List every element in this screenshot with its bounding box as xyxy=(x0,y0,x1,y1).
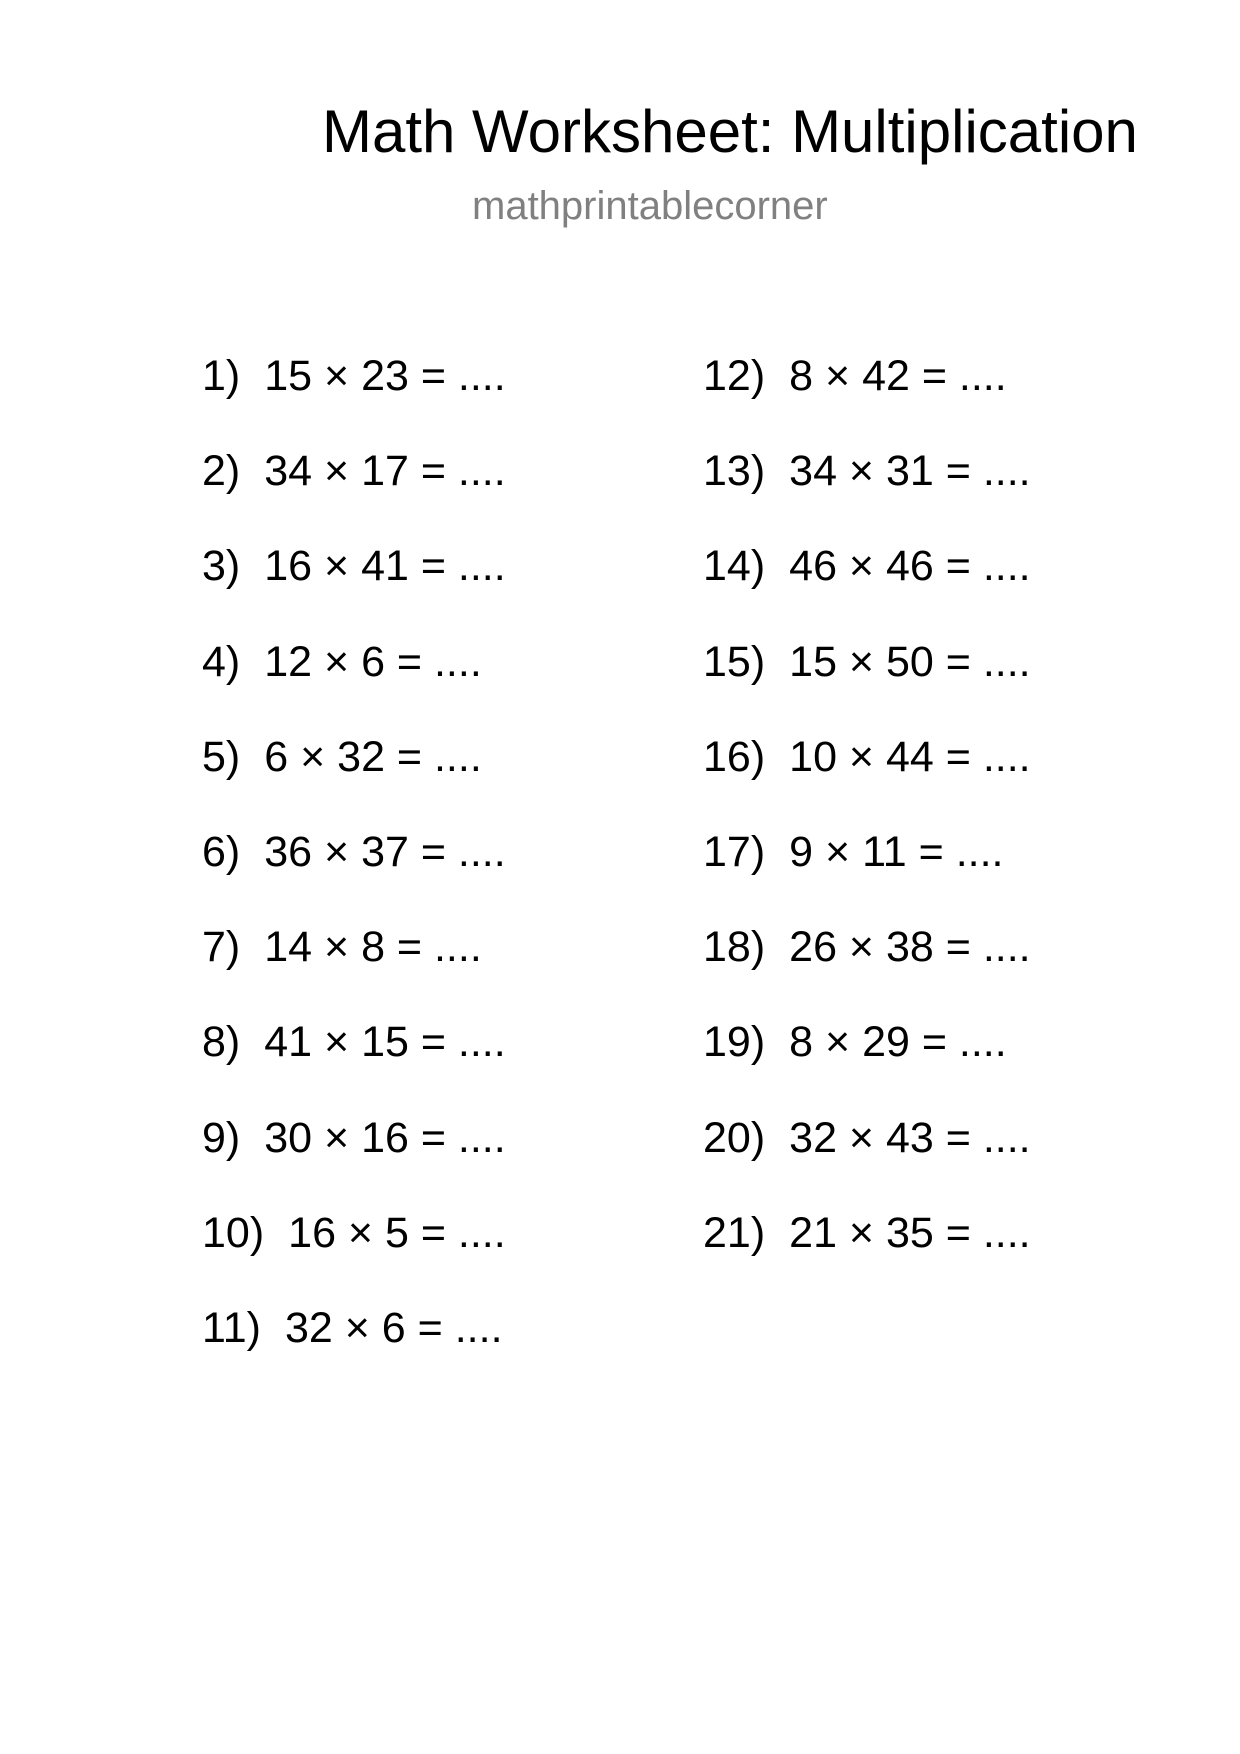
problem-item xyxy=(703,636,1031,731)
problem-number: 14) xyxy=(703,542,766,591)
problem-item xyxy=(202,445,506,540)
problem-number: 17) xyxy=(703,827,766,876)
problem-item xyxy=(202,921,506,1016)
problem-expression: 32 × 6 = .... xyxy=(284,1303,503,1352)
problem-expression: 6 × 32 = .... xyxy=(264,732,482,781)
problem-item xyxy=(703,731,1031,826)
problem-expression: 8 × 29 = .... xyxy=(789,1018,1007,1067)
problem-item xyxy=(202,826,506,921)
problem-item xyxy=(202,1016,506,1111)
problem-item xyxy=(703,921,1031,1016)
problem-number: 1) xyxy=(202,352,241,400)
problem-list-right xyxy=(703,350,1031,1302)
problem-number: 6) xyxy=(202,827,241,876)
problem-number: 10) xyxy=(202,1208,265,1257)
problem-expression: 15 × 50 = .... xyxy=(789,637,1031,686)
problem-expression: 41 × 15 = .... xyxy=(264,1018,506,1067)
problem-number: 4) xyxy=(202,637,241,686)
problem-item xyxy=(703,826,1031,921)
problem-number: 18) xyxy=(703,923,766,972)
problem-list-left xyxy=(202,350,506,1397)
page-subtitle: mathprintablecorner xyxy=(472,184,828,228)
problem-expression: 9 × 11 = .... xyxy=(789,827,1004,876)
problem-number: 8) xyxy=(202,1018,241,1067)
problem-item xyxy=(703,350,1031,445)
problem-expression: 30 × 16 = .... xyxy=(264,1113,506,1162)
problem-item xyxy=(703,445,1031,540)
problem-item xyxy=(703,540,1031,635)
problem-expression: 10 × 44 = .... xyxy=(789,732,1031,781)
problem-item xyxy=(202,540,506,635)
problem-number: 20) xyxy=(703,1113,766,1162)
problem-expression: 12 × 6 = .... xyxy=(264,637,482,686)
problem-number: 19) xyxy=(703,1018,766,1067)
problem-item xyxy=(202,1302,506,1397)
problem-number: 16) xyxy=(703,732,766,781)
problem-item xyxy=(202,1112,506,1207)
problem-expression: 8 × 42 = .... xyxy=(789,352,1007,400)
problem-expression: 34 × 31 = .... xyxy=(789,447,1031,496)
problem-number: 2) xyxy=(202,447,241,496)
problem-expression: 32 × 43 = .... xyxy=(789,1113,1031,1162)
problem-item xyxy=(202,350,506,445)
problem-number: 21) xyxy=(703,1208,766,1257)
problem-number: 12) xyxy=(703,352,766,400)
problem-number: 9) xyxy=(202,1113,241,1162)
problem-item xyxy=(703,1016,1031,1111)
problem-number: 3) xyxy=(202,542,241,591)
problem-item xyxy=(202,731,506,826)
problem-expression: 16 × 41 = .... xyxy=(264,542,506,591)
problem-number: 5) xyxy=(202,732,241,781)
problem-item xyxy=(202,1207,506,1302)
problem-number: 15) xyxy=(703,637,766,686)
problem-item xyxy=(202,636,506,731)
problem-number: 13) xyxy=(703,447,766,496)
problem-expression: 14 × 8 = .... xyxy=(264,923,482,972)
problem-expression: 16 × 5 = .... xyxy=(288,1208,506,1257)
problem-number: 11) xyxy=(202,1303,261,1352)
problem-number: 7) xyxy=(202,923,241,972)
page-title: Math Worksheet: Multiplication xyxy=(322,98,1138,165)
problem-expression: 21 × 35 = .... xyxy=(789,1208,1031,1257)
problem-expression: 26 × 38 = .... xyxy=(789,923,1031,972)
problem-expression: 34 × 17 = .... xyxy=(264,447,506,496)
problem-item xyxy=(703,1112,1031,1207)
problem-expression: 36 × 37 = .... xyxy=(264,827,506,876)
problem-item xyxy=(703,1207,1031,1302)
problem-expression: 46 × 46 = .... xyxy=(789,542,1031,591)
problem-expression: 15 × 23 = .... xyxy=(264,352,506,400)
